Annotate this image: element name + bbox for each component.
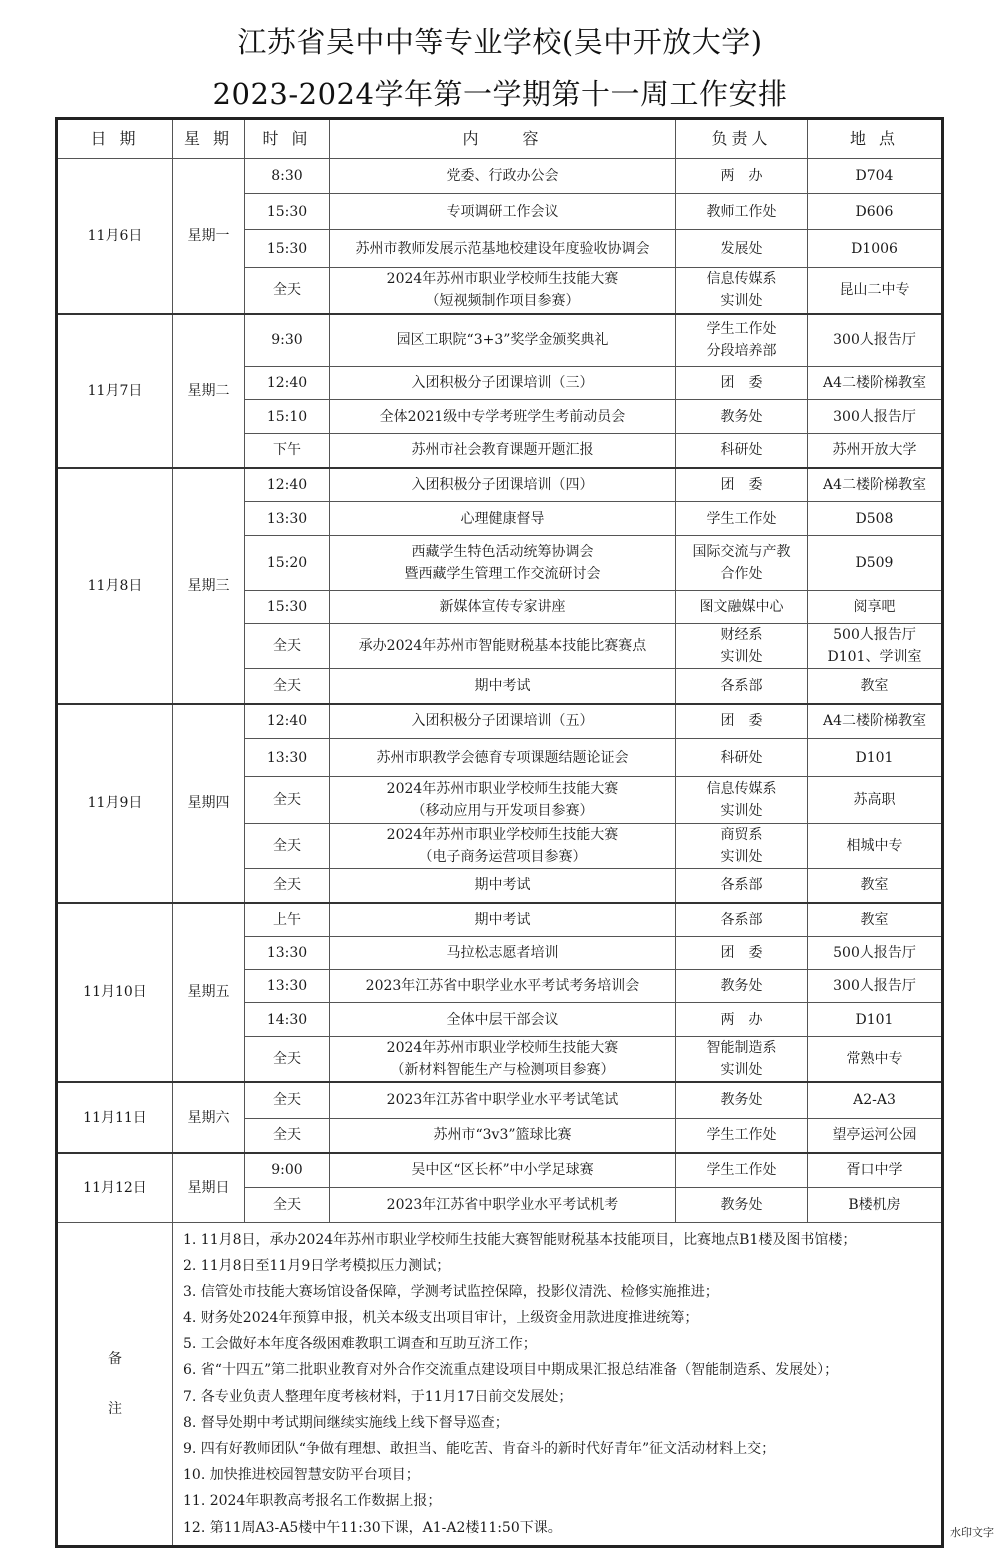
place-cell <box>808 937 943 970</box>
owner-cell <box>676 591 808 624</box>
date-cell: 11月6日 <box>57 159 173 314</box>
owner-cell <box>676 536 808 591</box>
content-cell-line: 期中考试 <box>474 677 531 694</box>
owner-cell-line: 教务处 <box>720 408 763 425</box>
content-cell <box>330 468 676 502</box>
place-cell <box>808 970 943 1003</box>
place-cell-line: 300人报告厅 <box>833 408 916 425</box>
content-cell-line: 苏州市社会教育课题开题汇报 <box>411 442 594 459</box>
content-cell <box>330 937 676 970</box>
place-cell <box>808 230 943 268</box>
owner-cell-line: 学生工作处 <box>706 321 777 338</box>
note-item: 10. 加快推进校园智慧安防平台项目； <box>183 1467 420 1484</box>
note-item: 7. 各专业负责人整理年度考核材料，于11月17日前交发展处； <box>183 1388 573 1405</box>
place-cell <box>808 1037 943 1083</box>
owner-cell <box>676 434 808 468</box>
column-header-time: 时 间 <box>245 119 330 159</box>
place-cell-line: 常熟中专 <box>846 1051 903 1067</box>
content-cell-line: 入团积极分子团课培训（四） <box>411 476 594 493</box>
note-item: 5. 工会做好本年度各级困难教职工调查和互助互济工作； <box>183 1336 537 1353</box>
content-cell-line: 2023年江苏省中职学业水平考试机考 <box>386 1196 619 1213</box>
content-cell-line: （短视频制作项目参赛） <box>425 293 580 310</box>
content-cell-line: 2024年苏州市职业学校师生技能大赛 <box>386 1040 619 1056</box>
place-cell-line: D509 <box>855 555 894 571</box>
content-cell-line: 马拉松志愿者培训 <box>446 945 559 961</box>
time-cell: 15:30 <box>245 194 330 230</box>
owner-cell <box>676 669 808 704</box>
place-cell <box>808 824 943 869</box>
owner-cell <box>676 194 808 230</box>
owner-cell <box>676 1037 808 1083</box>
note-item: 12. 第11周A3-A5楼中午11:30下课，A1-A2楼11:50下课。 <box>183 1519 562 1536</box>
time-cell: 全天 <box>245 624 330 669</box>
place-cell-line: 教室 <box>860 677 889 694</box>
owner-cell <box>676 1118 808 1153</box>
place-cell-line: D101 <box>855 1011 894 1028</box>
place-cell <box>808 159 943 194</box>
place-cell-line: D101、学训室 <box>827 649 922 665</box>
place-cell-line: 望亭运河公园 <box>832 1127 917 1144</box>
time-cell: 全天 <box>245 669 330 704</box>
schedule-body <box>57 159 943 1223</box>
content-cell-line: 西藏学生特色活动统筹协调会 <box>411 544 594 560</box>
content-cell <box>330 824 676 869</box>
place-cell <box>808 502 943 536</box>
owner-cell-line: 国际交流与产教 <box>692 544 791 560</box>
owner-cell-line: 两 办 <box>720 168 763 184</box>
date-cell: 11月12日 <box>57 1153 173 1222</box>
place-cell-line: 300人报告厅 <box>833 332 916 349</box>
owner-cell <box>676 268 808 314</box>
time-cell: 13:30 <box>245 739 330 777</box>
time-cell: 全天 <box>245 869 330 903</box>
place-cell <box>808 400 943 434</box>
time-cell: 全天 <box>245 824 330 869</box>
notes-label <box>57 1222 173 1546</box>
content-cell-line: 苏州市“3v3”篮球比赛 <box>433 1127 572 1144</box>
owner-cell-line: 合作处 <box>720 566 763 582</box>
owner-cell <box>676 400 808 434</box>
place-cell-line: 教室 <box>860 877 889 894</box>
time-cell: 15:30 <box>245 591 330 624</box>
time-cell: 13:30 <box>245 970 330 1003</box>
content-cell-line: 期中考试 <box>474 911 531 928</box>
time-cell: 全天 <box>245 1118 330 1153</box>
place-cell <box>808 536 943 591</box>
weekday-cell: 星期五 <box>173 903 245 1083</box>
place-cell-line: A4二楼阶梯教室 <box>822 476 927 493</box>
content-cell-line: 新媒体宣传专家讲座 <box>439 599 566 615</box>
content-cell <box>330 434 676 468</box>
content-cell <box>330 739 676 777</box>
place-cell <box>808 777 943 824</box>
column-header-content: 内 容 <box>330 119 676 159</box>
notes-label-top: 备 <box>108 1350 122 1367</box>
weekday-cell: 星期一 <box>173 159 245 314</box>
owner-cell-line: 学生工作处 <box>706 1162 777 1179</box>
column-header-place: 地 点 <box>808 119 943 159</box>
content-cell <box>330 536 676 591</box>
owner-cell-line: 各系部 <box>720 877 763 894</box>
owner-cell-line: 各系部 <box>720 911 763 928</box>
owner-cell-line: 实训处 <box>720 293 763 310</box>
owner-cell <box>676 1082 808 1118</box>
place-cell <box>808 194 943 230</box>
owner-cell <box>676 903 808 937</box>
place-cell-line: 500人报告厅 <box>833 627 916 643</box>
content-cell-line: 苏州市教师发展示范基地校建设年度验收协调会 <box>355 240 650 257</box>
time-cell: 13:30 <box>245 937 330 970</box>
time-cell: 9:00 <box>245 1153 330 1187</box>
date-cell: 11月10日 <box>57 903 173 1083</box>
place-cell-line: 胥口中学 <box>846 1162 903 1179</box>
place-cell <box>808 1118 943 1153</box>
note-item: 4. 财务处2024年预算申报，机关本级支出项目审计，上级资金用款进度推进统筹； <box>183 1310 699 1327</box>
owner-cell-line: 两 办 <box>720 1011 763 1028</box>
content-cell-line: 2024年苏州市职业学校师生技能大赛 <box>386 827 619 843</box>
owner-cell-line: 团 委 <box>720 945 763 961</box>
time-cell: 全天 <box>245 1037 330 1083</box>
owner-cell-line: 实训处 <box>720 649 763 665</box>
content-cell <box>330 591 676 624</box>
table-row <box>57 903 943 937</box>
table-row <box>57 468 943 502</box>
time-cell: 12:40 <box>245 704 330 739</box>
content-cell-line: 2023年江苏省中职学业水平考试笔试 <box>386 1092 619 1109</box>
time-cell: 下午 <box>245 434 330 468</box>
owner-cell-line: 教务处 <box>720 1092 763 1109</box>
content-cell-line: 2024年苏州市职业学校师生技能大赛 <box>386 271 619 288</box>
content-cell <box>330 230 676 268</box>
notes-row <box>57 1222 943 1546</box>
note-item: 9. 四有好教师团队“争做有理想、敢担当、能吃苦、肯奋斗的新时代好青年”征文活动材料上交； <box>183 1441 776 1457</box>
owner-cell <box>676 159 808 194</box>
content-cell-line: 心理健康督导 <box>460 510 545 527</box>
place-cell-line: 教室 <box>860 911 889 928</box>
place-cell <box>808 591 943 624</box>
owner-cell-line: 信息传媒系 <box>706 781 777 797</box>
owner-cell <box>676 314 808 367</box>
owner-cell-line: 实训处 <box>720 1062 763 1078</box>
place-cell-line: 阅享吧 <box>853 599 896 615</box>
content-cell-line: 2023年江苏省中职学业水平考试考务培训会 <box>365 978 640 994</box>
content-cell-line: （新材料智能生产与检测项目参赛） <box>390 1062 615 1078</box>
content-cell <box>330 1003 676 1037</box>
time-cell: 全天 <box>245 777 330 824</box>
content-cell-line: 2024年苏州市职业学校师生技能大赛 <box>386 781 619 797</box>
time-cell: 13:30 <box>245 502 330 536</box>
place-cell <box>808 903 943 937</box>
content-cell <box>330 268 676 314</box>
owner-cell-line: 科研处 <box>720 749 763 766</box>
time-cell: 8:30 <box>245 159 330 194</box>
owner-cell <box>676 970 808 1003</box>
date-cell: 11月11日 <box>57 1082 173 1153</box>
owner-cell-line: 团 委 <box>720 476 763 493</box>
owner-cell-line: 实训处 <box>720 849 763 865</box>
place-cell <box>808 704 943 739</box>
content-cell <box>330 624 676 669</box>
place-cell-line: A4二楼阶梯教室 <box>822 375 927 391</box>
content-cell-line: 全体2021级中专学考班学生考前动员会 <box>379 408 626 425</box>
document-title-schedule: 2023-2024学年第一学期第十一周工作安排 <box>212 77 788 111</box>
place-cell <box>808 468 943 502</box>
table-row <box>57 314 943 367</box>
column-header-date: 日 期 <box>57 119 173 159</box>
content-cell-line: （移动应用与开发项目参赛） <box>411 803 594 819</box>
column-header-weekday: 星 期 <box>173 119 245 159</box>
time-cell: 15:20 <box>245 536 330 591</box>
weekday-cell: 星期二 <box>173 314 245 468</box>
place-cell <box>808 1082 943 1118</box>
content-cell <box>330 1082 676 1118</box>
owner-cell-line: 财经系 <box>720 627 763 643</box>
place-cell-line: 苏高职 <box>853 792 896 808</box>
note-item: 11. 2024年职教高考报名工作数据上报； <box>183 1493 442 1510</box>
note-item: 2. 11月8日至11月9日学考模拟压力测试； <box>183 1257 451 1274</box>
table-row <box>57 1082 943 1118</box>
owner-cell-line: 发展处 <box>720 240 763 257</box>
time-cell: 全天 <box>245 1187 330 1222</box>
place-cell <box>808 1153 943 1187</box>
content-cell <box>330 502 676 536</box>
note-item: 6. 省“十四五”第二批职业教育对外合作交流重点建设项目中期成果汇报总结准备（智能制造系、发展处）； <box>183 1362 839 1379</box>
place-cell-line: D606 <box>855 203 894 220</box>
document-title-school: 江苏省吴中中等专业学校(吴中开放大学) <box>237 25 763 59</box>
owner-cell <box>676 468 808 502</box>
table-row <box>57 159 943 194</box>
content-cell-line: 吴中区“区长杯”中小学足球赛 <box>411 1162 594 1179</box>
time-cell: 全天 <box>245 1082 330 1118</box>
table-header-row <box>57 119 943 159</box>
time-cell: 上午 <box>245 903 330 937</box>
place-cell-line: A2-A3 <box>853 1092 896 1109</box>
place-cell-line: B楼机房 <box>848 1196 901 1213</box>
content-cell-line: 暨西藏学生管理工作交流研讨会 <box>404 566 601 582</box>
content-cell-line: 全体中层干部会议 <box>446 1011 559 1028</box>
content-cell-line: 入团积极分子团课培训（三） <box>411 375 594 391</box>
place-cell <box>808 739 943 777</box>
place-cell <box>808 869 943 903</box>
content-cell-line: 承办2024年苏州市智能财税基本技能比赛赛点 <box>358 638 647 654</box>
content-cell-line: 园区工职院“3+3”奖学金颁奖典礼 <box>396 332 609 349</box>
schedule-table <box>55 117 944 1548</box>
content-cell <box>330 704 676 739</box>
time-cell: 15:10 <box>245 400 330 434</box>
owner-cell-line: 团 委 <box>720 375 763 391</box>
content-cell-line: （电子商务运营项目参赛） <box>418 849 587 865</box>
content-cell <box>330 367 676 400</box>
place-cell-line: D704 <box>855 168 894 184</box>
column-header-owner: 负责人 <box>676 119 808 159</box>
owner-cell-line: 信息传媒系 <box>706 271 777 288</box>
owner-cell-line: 商贸系 <box>720 827 763 843</box>
content-cell <box>330 970 676 1003</box>
owner-cell <box>676 624 808 669</box>
note-item: 1. 11月8日，承办2024年苏州市职业学校师生技能大赛智能财税基本技能项目，比赛地点B1楼及图书馆楼； <box>183 1231 857 1248</box>
place-cell <box>808 1003 943 1037</box>
content-cell-line: 党委、行政办公会 <box>446 168 559 184</box>
place-cell-line: D101 <box>855 749 894 766</box>
place-cell-line: 昆山二中专 <box>839 282 910 299</box>
place-cell <box>808 624 943 669</box>
content-cell-line: 期中考试 <box>474 877 531 894</box>
place-cell <box>808 669 943 704</box>
owner-cell <box>676 1153 808 1187</box>
place-cell-line: A4二楼阶梯教室 <box>822 713 927 730</box>
content-cell <box>330 194 676 230</box>
weekday-cell: 星期四 <box>173 704 245 903</box>
owner-cell-line: 图文融媒中心 <box>699 599 784 615</box>
owner-cell-line: 教务处 <box>720 978 763 994</box>
owner-cell-line: 智能制造系 <box>706 1040 777 1056</box>
time-cell: 全天 <box>245 268 330 314</box>
owner-cell <box>676 824 808 869</box>
place-cell-line: D508 <box>855 510 894 527</box>
owner-cell <box>676 502 808 536</box>
owner-cell <box>676 1003 808 1037</box>
content-cell <box>330 869 676 903</box>
time-cell: 14:30 <box>245 1003 330 1037</box>
notes-list <box>173 1222 943 1546</box>
owner-cell-line: 团 委 <box>720 713 763 730</box>
owner-cell-line: 实训处 <box>720 803 763 819</box>
watermark-text: 水印文字 <box>950 1526 994 1539</box>
owner-cell <box>676 937 808 970</box>
date-cell: 11月7日 <box>57 314 173 468</box>
owner-cell <box>676 1187 808 1222</box>
content-cell <box>330 1037 676 1083</box>
place-cell-line: 300人报告厅 <box>833 978 916 994</box>
note-item: 8. 督导处期中考试期间继续实施线上线下督导巡查； <box>183 1414 509 1431</box>
time-cell: 12:40 <box>245 367 330 400</box>
place-cell <box>808 1187 943 1222</box>
time-cell: 9:30 <box>245 314 330 367</box>
place-cell-line: 500人报告厅 <box>833 945 916 961</box>
content-cell <box>330 669 676 704</box>
place-cell-line: 苏州开放大学 <box>832 442 917 459</box>
content-cell <box>330 1153 676 1187</box>
owner-cell-line: 科研处 <box>720 442 763 459</box>
owner-cell <box>676 777 808 824</box>
place-cell <box>808 434 943 468</box>
date-cell: 11月8日 <box>57 468 173 704</box>
time-cell: 12:40 <box>245 468 330 502</box>
weekday-cell: 星期三 <box>173 468 245 704</box>
content-cell <box>330 777 676 824</box>
time-cell: 15:30 <box>245 230 330 268</box>
owner-cell <box>676 739 808 777</box>
place-cell <box>808 367 943 400</box>
weekday-cell: 星期日 <box>173 1153 245 1222</box>
date-cell: 11月9日 <box>57 704 173 903</box>
place-cell <box>808 314 943 367</box>
notes-label-bottom: 注 <box>108 1400 122 1417</box>
table-row <box>57 1153 943 1187</box>
owner-cell-line: 学生工作处 <box>706 510 777 527</box>
content-cell-line: 苏州市职教学会德育专项课题结题论证会 <box>376 749 629 766</box>
content-cell <box>330 1187 676 1222</box>
owner-cell <box>676 869 808 903</box>
place-cell <box>808 268 943 314</box>
owner-cell-line: 分段培养部 <box>706 343 777 360</box>
content-cell <box>330 1118 676 1153</box>
owner-cell-line: 教务处 <box>720 1196 763 1213</box>
content-cell <box>330 159 676 194</box>
owner-cell-line: 学生工作处 <box>706 1127 777 1144</box>
owner-cell <box>676 367 808 400</box>
owner-cell <box>676 704 808 739</box>
content-cell-line: 入团积极分子团课培训（五） <box>411 713 594 730</box>
content-cell-line: 专项调研工作会议 <box>446 203 559 220</box>
owner-cell <box>676 230 808 268</box>
content-cell <box>330 903 676 937</box>
note-item: 3. 信管处市技能大赛场馆设备保障，学测考试监控保障，投影仪清洗、检修实施推进； <box>183 1283 719 1300</box>
owner-cell-line: 各系部 <box>720 677 763 694</box>
weekday-cell: 星期六 <box>173 1082 245 1153</box>
place-cell-line: D1006 <box>851 240 898 257</box>
owner-cell-line: 教师工作处 <box>706 203 777 220</box>
content-cell <box>330 314 676 367</box>
place-cell-line: 相城中专 <box>846 838 903 854</box>
table-row <box>57 704 943 739</box>
content-cell <box>330 400 676 434</box>
